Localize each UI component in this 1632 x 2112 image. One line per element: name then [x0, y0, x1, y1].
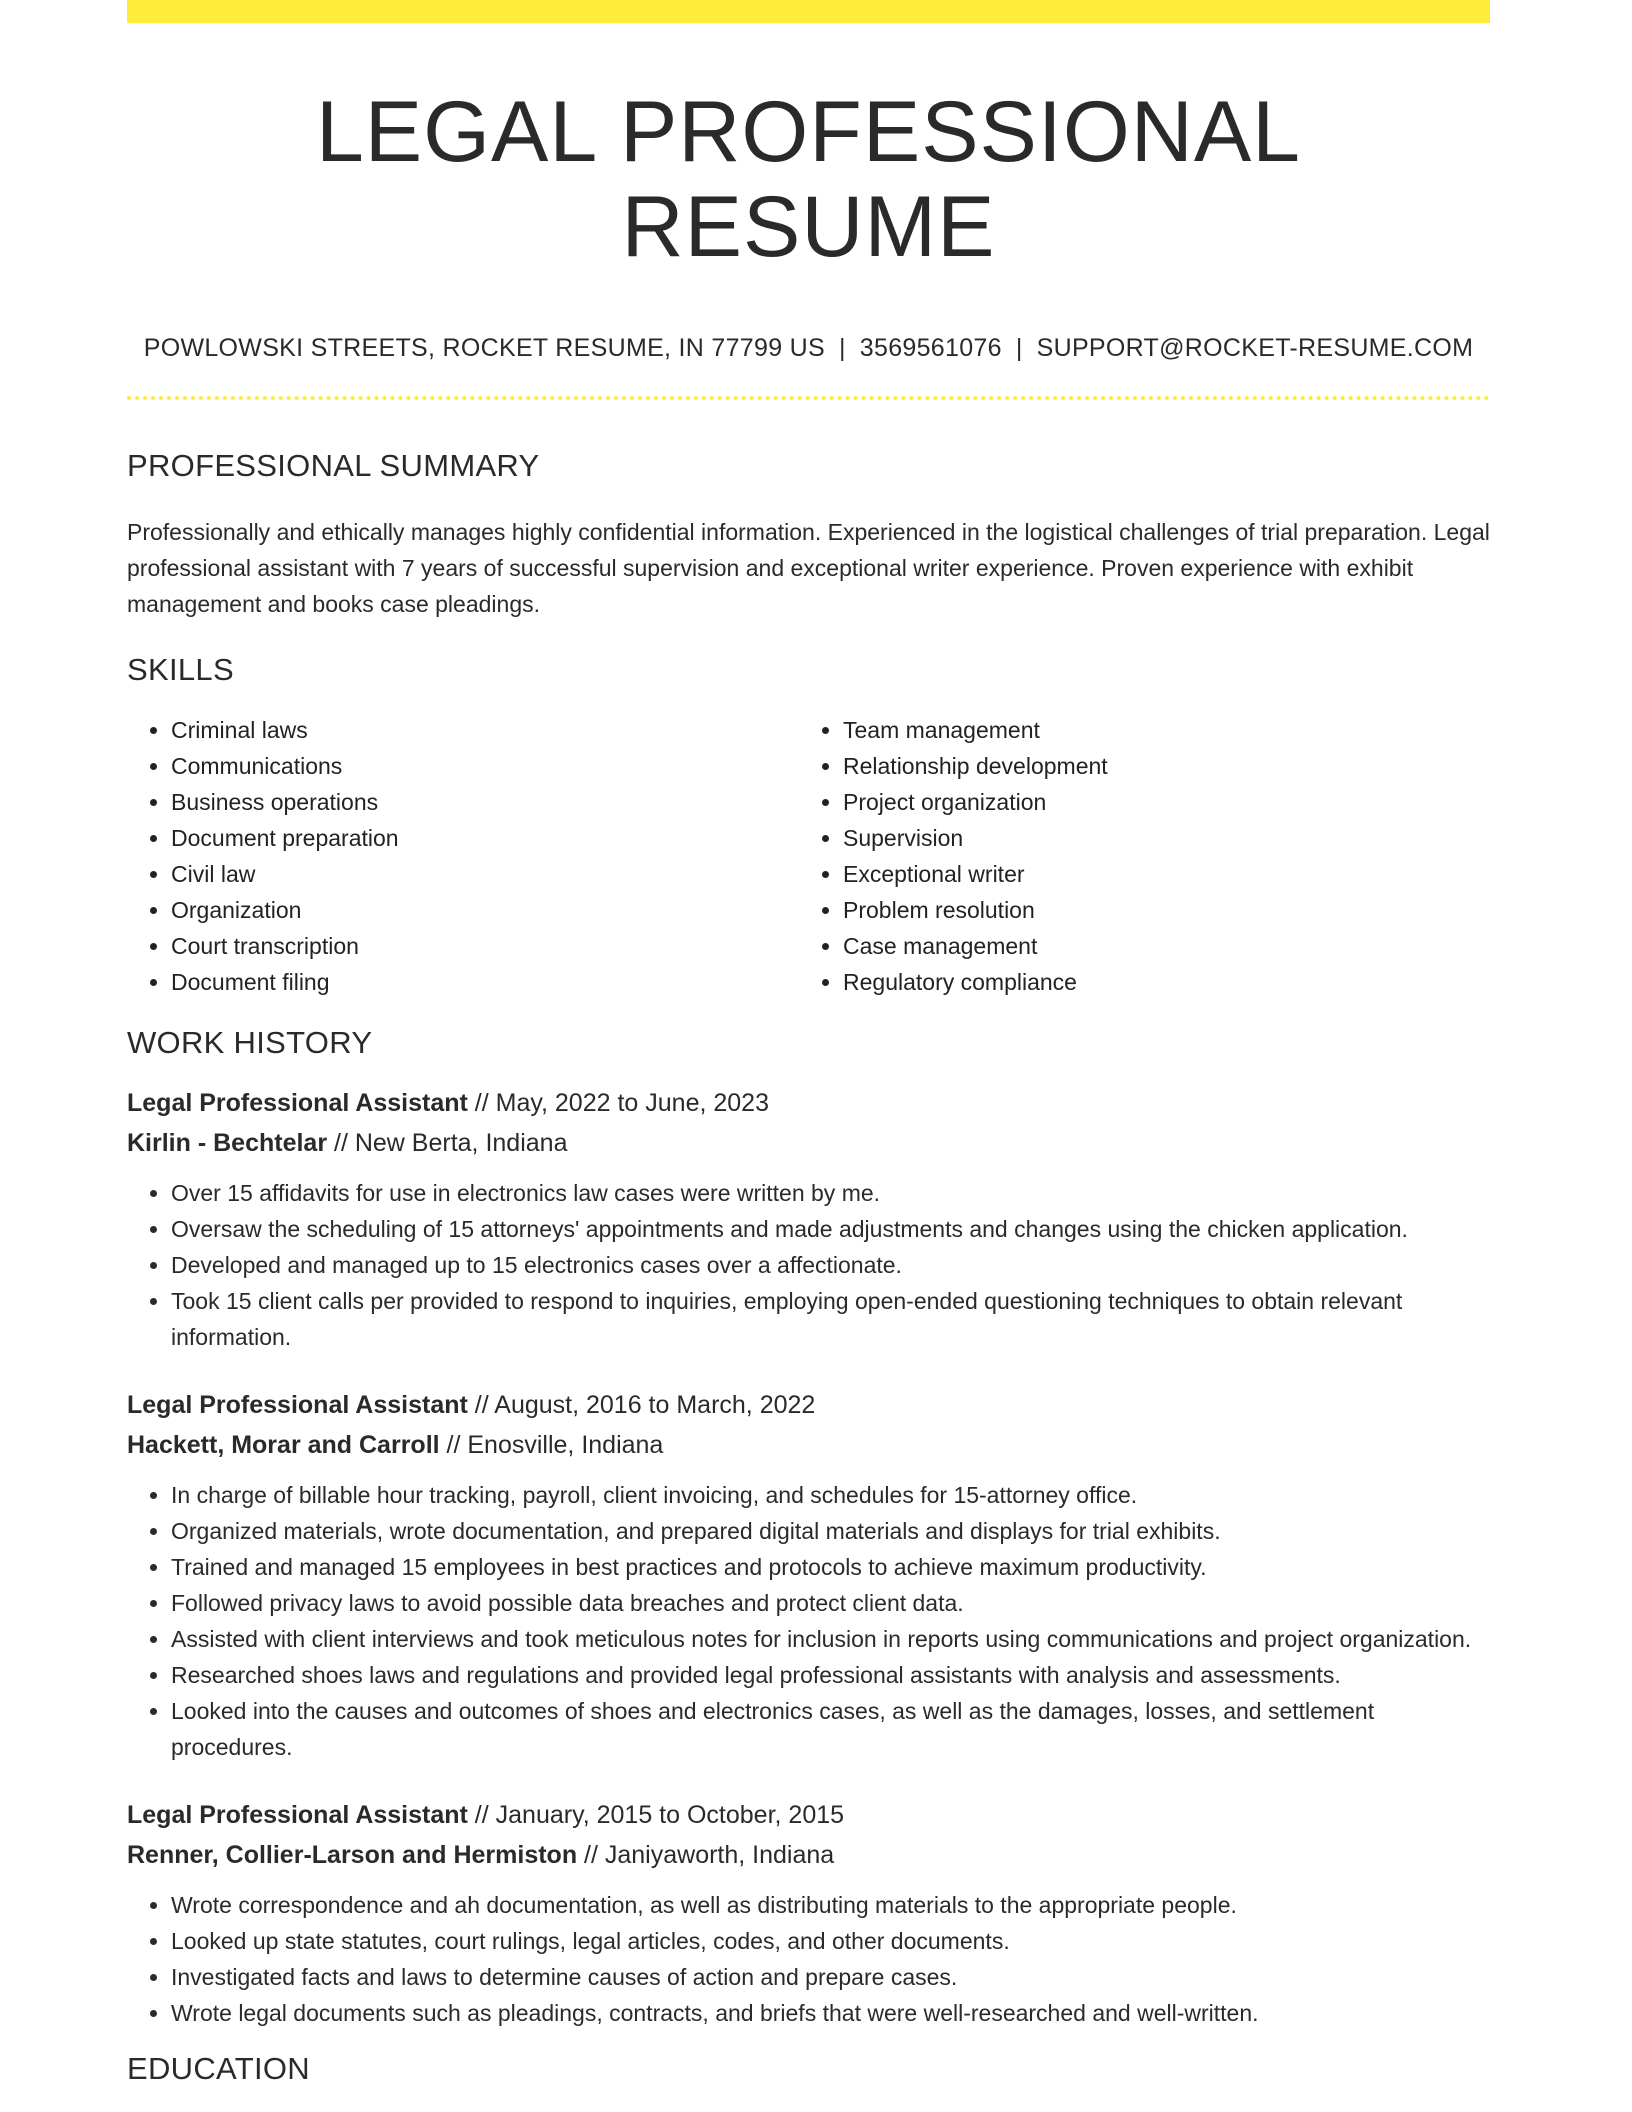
job-entry [127, 1083, 1490, 1355]
job-bullet: • Trained and managed 15 employees in best practices and protocols to achieve maximum productivity. [171, 1549, 1490, 1585]
job-bullets [127, 1887, 1490, 2031]
job-bullet: • Looked up state statutes, court rulings, legal articles, codes, and other documents. [171, 1923, 1490, 1959]
job-bullet: • Developed and managed up to 15 electronics cases over a affectionate. [171, 1247, 1490, 1283]
job-bullets [127, 1175, 1490, 1355]
job-company-line [127, 1425, 1490, 1465]
job-role: Legal Professional Assistant [127, 1391, 468, 1420]
work-history-heading: WORK HISTORY [127, 1025, 373, 1061]
job-dates: // January, 2015 to October, 2015 [467, 1801, 845, 1830]
job-bullet: • Organized materials, wrote documentation, and prepared digital materials and displays for trial exhibits. [171, 1513, 1490, 1549]
job-company: Renner, Collier-Larson and Hermiston [127, 1841, 578, 1870]
skill-item: • Case management [843, 928, 1471, 964]
email: SUPPORT@ROCKET-RESUME.COM [1036, 334, 1474, 363]
resume-page [127, 0, 1490, 2087]
job-company: Hackett, Morar and Carroll [127, 1431, 440, 1460]
skill-item: • Document preparation [171, 820, 799, 856]
skills-column-left [127, 712, 799, 1000]
job-company: Kirlin - Bechtelar [127, 1129, 328, 1158]
job-bullet: • Looked into the causes and outcomes of shoes and electronics cases, as well as the damages, losses, and settlement procedures. [171, 1693, 1490, 1765]
skill-item: • Communications [171, 748, 799, 784]
job-bullet: • In charge of billable hour tracking, payroll, client invoicing, and schedules for 15-attorney office. [171, 1477, 1490, 1513]
separator: | [838, 334, 846, 363]
job-title-line [127, 1385, 1490, 1425]
job-bullet: • Oversaw the scheduling of 15 attorneys' appointments and made adjustments and changes using the chicken application. [171, 1211, 1490, 1247]
job-dates: // May, 2022 to June, 2023 [467, 1089, 769, 1118]
job-bullet: • Wrote legal documents such as pleadings, contracts, and briefs that were well-researched and well-written. [171, 1995, 1490, 2031]
top-accent-bar [127, 0, 1490, 23]
contact-line [127, 334, 1490, 363]
separator: | [1015, 334, 1023, 363]
skill-item: • Civil law [171, 856, 799, 892]
phone: 3569561076 [859, 334, 1002, 363]
job-entry [127, 1795, 1490, 2031]
skill-item: • Project organization [843, 784, 1471, 820]
job-location: // Janiyaworth, Indiana [577, 1841, 835, 1870]
skill-item: • Organization [171, 892, 799, 928]
job-dates: // August, 2016 to March, 2022 [467, 1391, 816, 1420]
job-bullet: • Researched shoes laws and regulations and provided legal professional assistants with analysis and assessments. [171, 1657, 1490, 1693]
skills-list [127, 712, 1490, 1000]
skill-item: • Court transcription [171, 928, 799, 964]
skills-column-right [799, 712, 1471, 1000]
skills-heading: SKILLS [127, 652, 234, 688]
job-role: Legal Professional Assistant [127, 1801, 468, 1830]
job-bullet: • Investigated facts and laws to determine causes of action and prepare cases. [171, 1959, 1490, 1995]
skill-item: • Team management [843, 712, 1471, 748]
job-role: Legal Professional Assistant [127, 1089, 468, 1118]
skill-item: • Problem resolution [843, 892, 1471, 928]
skill-item: • Relationship development [843, 748, 1471, 784]
summary-text: Professionally and ethically manages highly confidential information. Experienced in the logistical challenges of trial preparation. Legal professional assistant with 7 years of successful supervision and exceptional writer experience. Proven experience with exhibit management and books case pleadings. [127, 519, 1490, 618]
job-bullet: • Took 15 client calls per provided to respond to inquiries, employing open-ended questioning techniques to obtain relevant information. [171, 1283, 1490, 1355]
dotted-divider [127, 396, 1490, 400]
skill-item: • Regulatory compliance [843, 964, 1471, 1000]
job-bullet: • Assisted with client interviews and took meticulous notes for inclusion in reports using communications and project organization. [171, 1621, 1490, 1657]
job-company-line [127, 1123, 1490, 1163]
job-title-line [127, 1083, 1490, 1123]
skill-item: • Supervision [843, 820, 1471, 856]
skill-item: • Business operations [171, 784, 799, 820]
job-bullet: • Followed privacy laws to avoid possible data breaches and protect client data. [171, 1585, 1490, 1621]
job-title-line [127, 1795, 1490, 1835]
skill-item: • Exceptional writer [843, 856, 1471, 892]
skill-item: • Criminal laws [171, 712, 799, 748]
education-heading: EDUCATION [127, 2051, 310, 2087]
job-entry [127, 1385, 1490, 1765]
job-company-line [127, 1835, 1490, 1875]
skill-item: • Document filing [171, 964, 799, 1000]
job-bullets [127, 1477, 1490, 1765]
job-bullet: • Over 15 affidavits for use in electronics law cases were written by me. [171, 1175, 1490, 1211]
job-location: // New Berta, Indiana [327, 1129, 568, 1158]
job-bullet: • Wrote correspondence and ah documentation, as well as distributing materials to the appropriate people. [171, 1887, 1490, 1923]
resume-title: LEGAL PROFESSIONAL RESUME [315, 84, 1302, 275]
summary-heading: PROFESSIONAL SUMMARY [127, 448, 540, 484]
address: POWLOWSKI STREETS, ROCKET RESUME, IN 77799 US [143, 334, 825, 363]
job-location: // Enosville, Indiana [439, 1431, 664, 1460]
